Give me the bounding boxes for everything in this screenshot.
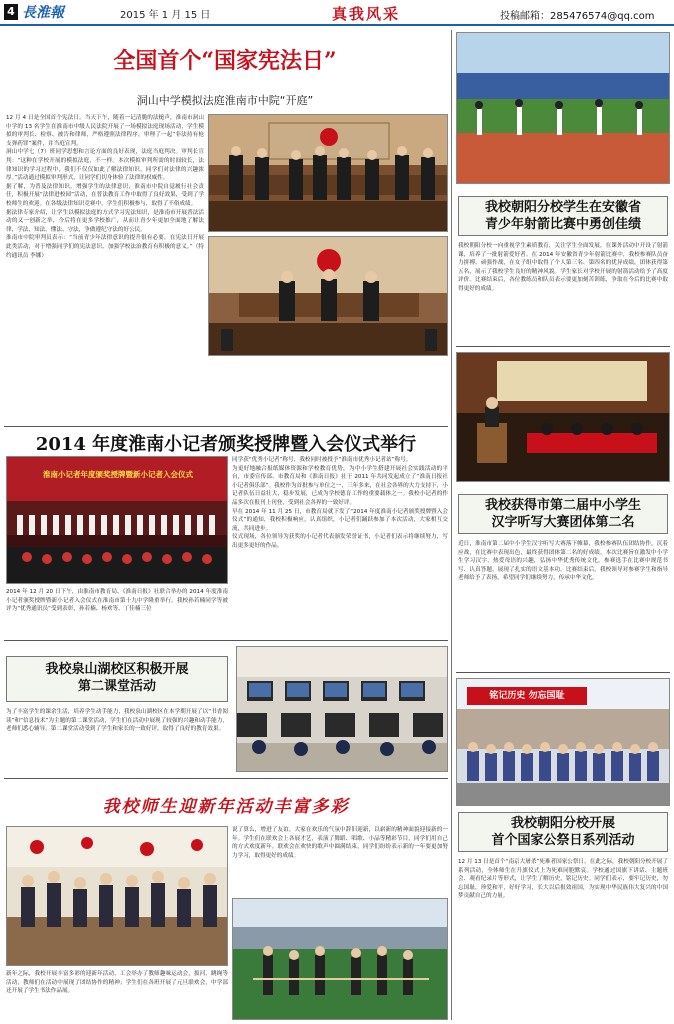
article4-title: 我校师生迎新年活动丰富多彩: [102, 797, 350, 817]
ceremony-banner-text: 淮南小记者年度颁奖授牌暨新小记者入会仪式: [43, 470, 193, 479]
section-title: 真我风采: [332, 5, 401, 23]
courtroom-photo-2: [208, 236, 448, 356]
article2-title: 2014 年度淮南小记者颁奖授牌暨入会仪式举行: [35, 434, 417, 455]
right2-rule: [456, 672, 670, 673]
article3-title: [6, 656, 228, 702]
article4-body-left: 新年之际，我校开展丰富多彩的迎新年活动，工会举办了教师趣味运动会，拔河、跳绳等活动，教师们在活动中展现了团结协作的精神；学生们在各班开展了元旦联欢会，中学部还开展了学生书法作品展。: [6, 971, 228, 995]
submission-email: 投稿邮箱：285476574@qq.com: [500, 11, 655, 22]
courtroom-photo-1: [208, 114, 448, 232]
article3-body: 为了丰富学生的课余生活，培养学生动手能力，我校泉山湖校区在本学期开展了以“书香阅读”和“信息技术”为主题的第二课堂活动，学生们在活动中展现了较强的兴趣和动手能力，老师们悉心辅导，第二课堂活动受到了学生和家长的一致好评，取得了良好的教育效果。: [6, 709, 228, 733]
article3-title-line1: 我校泉山湖校区积极开展: [45, 662, 189, 677]
right1-title-line2: 青少年射箭比赛中勇创佳绩: [484, 217, 641, 232]
right3-title-line2: 首个国家公祭日系列活动: [491, 833, 635, 848]
computer-lab-photo: [236, 646, 448, 772]
memorial-assembly-photo: [456, 678, 670, 806]
article2-body-left: 2014 年 12 月 20 日下午，由淮南市教育局、《淮南日报》社联合举办的 2014 年度淮南小记者颁奖授牌暨新小记者入会仪式在淮南市第十九中学隆重举行。我校孙若楠同学等被评为“优秀通讯员”受到表彰，孙若楠、杨欢等、丁佳楠三位: [6, 589, 228, 613]
right1-body: 我校朝阳分校一向重视学生素质教育，关注学生全面发展，在课外活动中开设了射箭课，培养了一批射箭爱好者。在 2014 年安徽省青少年射箭比赛中，我校参赛队员奋力拼搏、顽强作战，在女子组中取得了个人第三名、第四名的优异成绩，团体获得第五名，展示了我校学生良好的精神风貌。学生家长对学校开展的射箭活动给予了高度评价。比赛结束后，各位教练员和队员表示要更加刻苦训练，争取在今后的比赛中取得更好的成绩。: [458, 243, 668, 292]
right1-rule: [456, 346, 670, 347]
article1-rule: [4, 426, 448, 427]
column-divider: [451, 30, 452, 1020]
article2-body-right: 同学获“优秀小记者”称号，我校同时被授予“淮南市优秀小记者站”称号。 为更好地融合报纸媒体资源和学校教育优势，为中小学生搭建开展社会实践活动的平台，市委宣传部、市教育局和《淮南日报》社于 2011 年共同发起成立了“淮南日报社小记者俱乐部”。我校作为首批参与单位之一，三年多来，在社会各界的大力支持下，小记者队伍日益壮大，稳步发展，已成为学校德育工作的重要载体之一。我校小记者的作品多次在报刊上刊登，受到社会各界的一致好评。 早在 2014 年 11 月 25 日，市教育局就下发了“2014 年度淮南小记者颁奖授牌暨入会仪式”的通知，我校积极响应，认真组织，小记者们踊跃参加了本次活动，大家相互交流，共同进步。 仪式现场，各位领导为获奖的小记者代表颁发荣誉证书，小记者们表示将继续努力，写出更多更好的作品。: [232, 457, 448, 549]
article4-body-right: 说了算么，增进了友谊。大家在欢乐的气氛中辞旧迎新，以崭新的精神面貌迎接新的一年。学生们在联欢会上各展才艺，表演了舞蹈、唱歌、小品等精彩节目，同学们用自己的方式欢度新年。联欢会在欢快的歌声中圆满结束，同学们纷纷表示新的一年要更加努力学习，取得更好的成绩。: [232, 827, 448, 859]
memorial-banner-text: 铭记历史 勿忘国耻: [489, 691, 565, 701]
article1-body: 12 月 4 日是全国首个宪法日。当天下午，随着一记清脆的法槌声，淮南市洞山中学的 13 名学生在淮南市中级人民法院开展了一场模拟法庭现场活动，学生模拟的审判长、检察、被告和律师，严格遵照法律程序，审理了一起“非法持有枪支弹药罪”案件，并当庭宣判。 洞山中学七（7）班同学思想和言论方面的良好表现，法庭当庭判决。审判长宣判：“这种在学校开展的模拟法庭，不一样。本次模拟审判所需的时间较长，法律知识的学习过程中，我们不仅仅如此了解法律知识，同学们对法律的兴趣浓厚。”活动通过模拟审判形式，让同学们切身体验了法律的权威性。 据了解，为普及法律知识，增强学生的法律意识，淮南市中院自觉履行社会责任，积极开展“法律进校园”活动，在普法教育工作中取得了良好效果，受到了学校师生的欢迎。在各级法律知识竞赛中，学生们积极参与，取得了不俗成绩。 据法律专家介绍，让学生以模拟法庭的方式学习宪法知识，是淮南市开展普法活动的又一创新之举，今后将在更多学校推广，从而让青少年更加全面地了解法律，学法、知法、懂法、守法，争做遵纪守法的好公民。 淮南市中院审判员表示：“当前青少年法律意识的提升很有必要，在宪法日开展此类活动，对于增强同学们的宪法意识、加强学校法治教育有积极的意义。”（特约通讯员 李娜）: [6, 115, 204, 259]
right2-title: [458, 494, 668, 534]
newspaper-logo: 長淮報: [22, 5, 64, 21]
right3-body: 12 月 13 日是首个“南京大屠杀”死难者国家公祭日。在此之际，我校朝阳分校开展了系列活动，全体师生在升旗仪式上为死难同胞默哀。学校通过国旗下讲话、主题班会、观看纪录片等形式，让学生了解历史，铭记历史。同学们表示，要牢记历史，勿忘国耻，珍爱和平，好好学习，长大以后报效祖国，为实现中华民族伟大复兴的中国梦贡献自己的力量。: [458, 859, 668, 900]
article2-rule: [4, 640, 448, 641]
archery-photo: [456, 32, 670, 184]
right3-title: [458, 812, 668, 852]
right2-title-line2: 汉字听写大赛团体第二名: [491, 515, 635, 530]
article3-title-line2: 第二课堂活动: [77, 679, 156, 694]
right2-body: 近日，淮南市第二届中小学生汉字听写大赛落下帷幕，我校参赛队伍团结协作，沉着应战，在比赛中表现出色，最终获得团体第二名的好成绩。本次比赛旨在激发中小学生学习汉字、热爱母语的兴趣，弘扬中华优秀传统文化。参赛选手在比赛中规范书写、认真答题，展现了扎实的语文基本功。比赛结束后，我校领导对参赛学生和指导老师给予了表扬，希望同学们继续努力，传承中华文化。: [458, 541, 668, 582]
page-number: 4: [4, 4, 18, 20]
right1-title-line1: 我校朝阳分校学生在安徽省: [484, 200, 641, 215]
article3-rule: [4, 778, 448, 779]
right3-title-line1: 我校朝阳分校开展: [510, 816, 615, 831]
right1-title: [458, 196, 668, 236]
article1-subtitle: 洞山中学模拟法庭淮南市中院“开庭”: [136, 94, 314, 107]
new-year-party-photo: [6, 826, 228, 966]
ceremony-photo: [6, 456, 228, 584]
header-rule: [0, 24, 674, 26]
tug-of-war-photo: [232, 898, 448, 1020]
issue-date: 2015 年 1 月 15 日: [120, 10, 211, 21]
dictation-contest-photo: [456, 352, 670, 482]
right2-title-line1: 我校获得市第二届中小学生: [484, 498, 641, 513]
article1-title: 全国首个“国家宪法日”: [113, 48, 337, 74]
